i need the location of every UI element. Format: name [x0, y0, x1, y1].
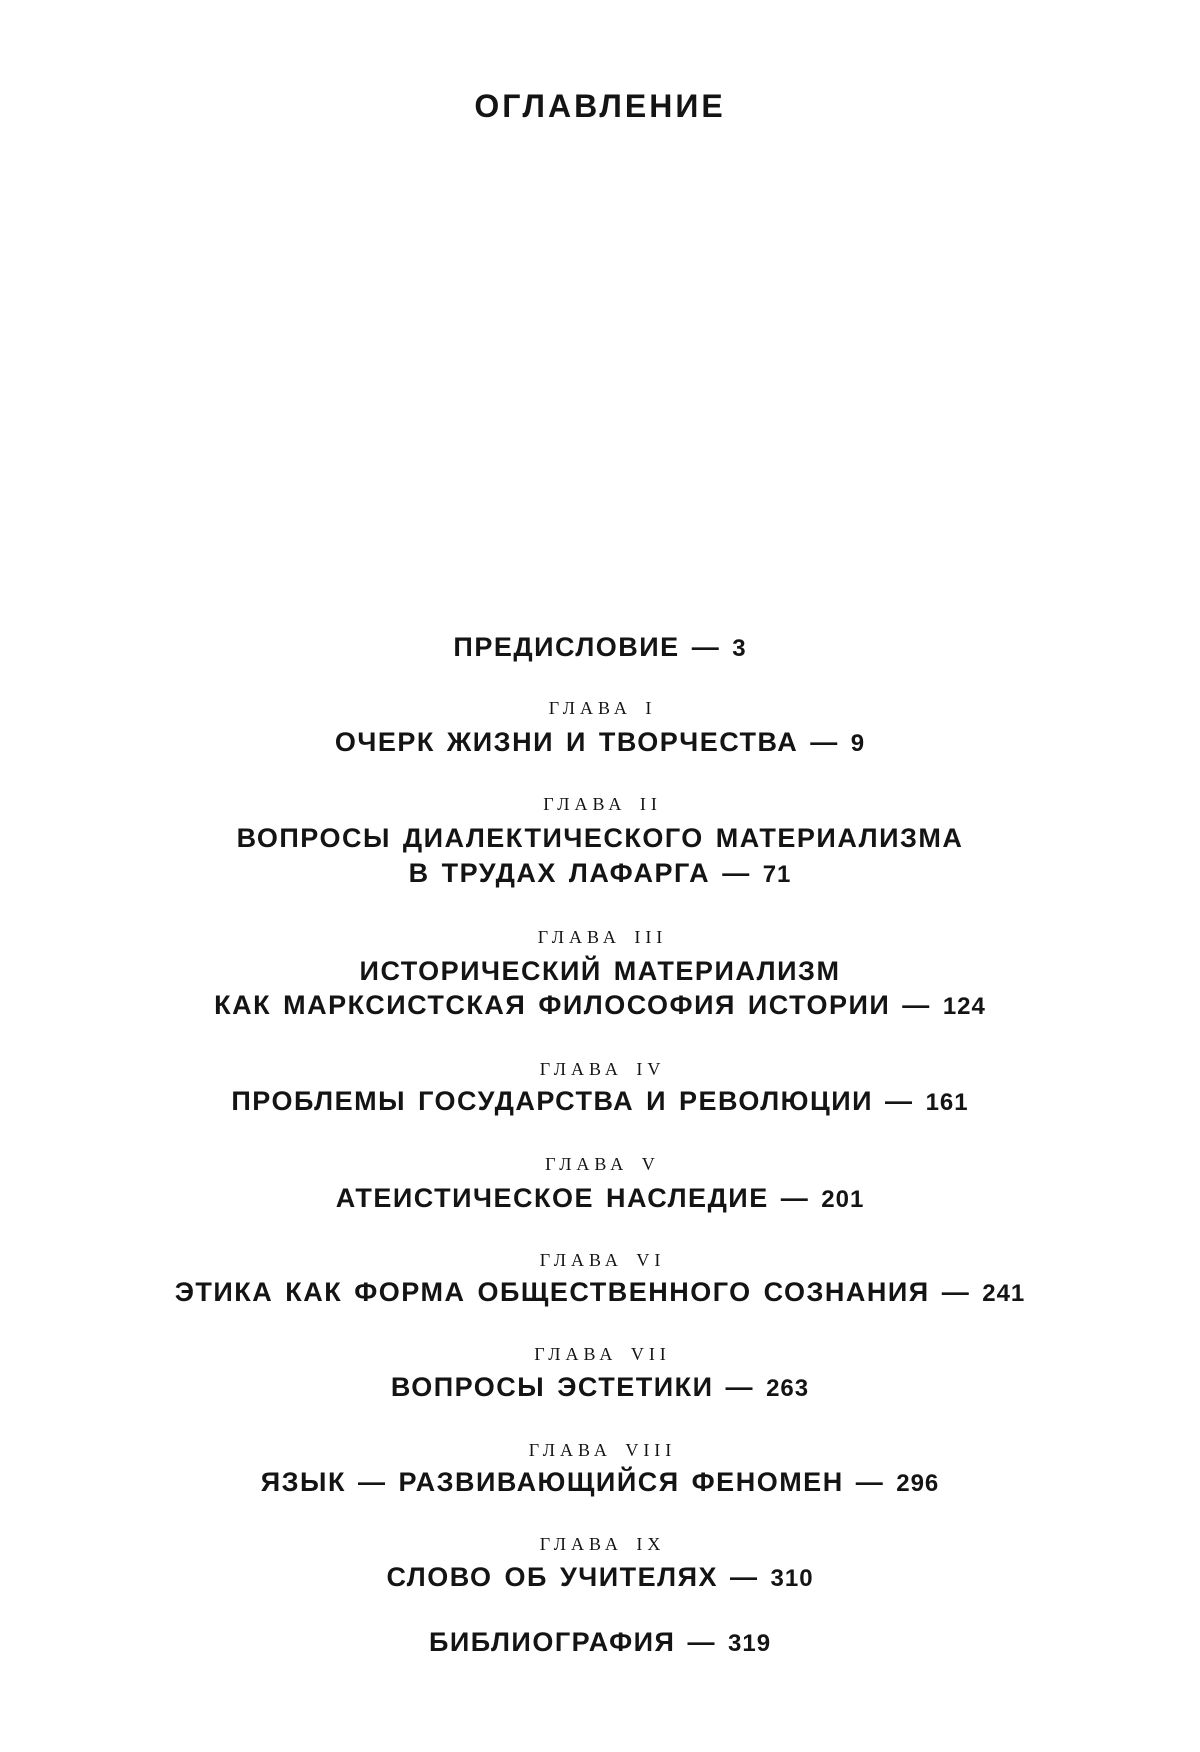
toc-line	[0, 631, 1200, 665]
separator-dash: —	[780, 1183, 810, 1213]
chapter-label: ГЛАВА VIII	[528, 1440, 677, 1460]
section-title: ПРЕДИСЛОВИЕ	[453, 632, 680, 662]
section-title: БИБЛИОГРАФИЯ	[428, 1627, 676, 1657]
chapter-label: ГЛАВА VI	[539, 1250, 666, 1270]
page-number: 310	[770, 1565, 814, 1592]
toc-line	[0, 1371, 1200, 1405]
toc-line	[0, 726, 1200, 760]
page-number: 161	[925, 1089, 969, 1116]
chapter-title: ЯЗЫК — РАЗВИВАЮЩИЙСЯ ФЕНОМЕН	[260, 1467, 844, 1497]
chapter-title: ОЧЕРК ЖИЗНИ И ТВОРЧЕСТВА	[334, 727, 799, 757]
chapter-title: ВОПРОСЫ ЭСТЕТИКИ	[390, 1372, 714, 1402]
separator-dash: —	[687, 1627, 716, 1657]
separator-dash: —	[725, 1372, 755, 1402]
page-number: 263	[766, 1375, 810, 1402]
separator-dash: —	[941, 1277, 971, 1307]
toc-line	[0, 1626, 1200, 1660]
chapter-label: ГЛАВА II	[543, 794, 662, 814]
chapter-title: АТЕИСТИЧЕСКОЕ НАСЛЕДИЕ	[335, 1183, 769, 1213]
page-number: 124	[942, 993, 986, 1020]
page-number: 3	[732, 635, 747, 662]
chapter-label: ГЛАВА V	[545, 1154, 660, 1174]
toc-line	[0, 822, 1200, 854]
page-title: ОГЛАВЛЕНИЕ	[474, 88, 726, 124]
separator-dash: —	[855, 1467, 885, 1497]
toc-line	[0, 955, 1200, 987]
separator-dash: —	[885, 1086, 914, 1116]
chapter-label: ГЛАВА IV	[539, 1059, 666, 1079]
separator-dash: —	[722, 858, 751, 888]
chapter-title: ИСТОРИЧЕСКИЙ МАТЕРИАЛИЗМ	[359, 956, 841, 986]
toc-line	[0, 1182, 1200, 1216]
toc-line	[0, 857, 1200, 891]
toc-line	[0, 1466, 1200, 1500]
chapter-label: ГЛАВА III	[537, 927, 668, 947]
chapter-title: ЭТИКА КАК ФОРМА ОБЩЕСТВЕННОГО СОЗНАНИЯ	[174, 1277, 930, 1307]
separator-dash: —	[902, 990, 931, 1020]
chapter-title: ПРОБЛЕМЫ ГОСУДАРСТВА И РЕВОЛЮЦИИ	[231, 1086, 874, 1116]
toc-line	[0, 1561, 1200, 1595]
page-number: 9	[850, 730, 866, 757]
separator-dash: —	[730, 1562, 759, 1592]
chapter-title: СЛОВО ОБ УЧИТЕЛЯХ	[386, 1562, 718, 1592]
toc-line	[0, 989, 1200, 1023]
chapter-title: КАК МАРКСИСТСКАЯ ФИЛОСОФИЯ ИСТОРИИ	[214, 990, 891, 1020]
page-number: 319	[728, 1630, 772, 1657]
separator-dash: —	[691, 632, 721, 662]
chapter-label: ГЛАВА I	[548, 698, 657, 718]
page-number: 241	[982, 1280, 1026, 1307]
chapter-label: ГЛАВА IX	[539, 1534, 666, 1554]
chapter-label: ГЛАВА VII	[534, 1344, 671, 1364]
toc-line	[0, 1276, 1200, 1310]
chapter-title: ВОПРОСЫ ДИАЛЕКТИЧЕСКОГО МАТЕРИАЛИЗМА	[236, 823, 964, 853]
separator-dash: —	[810, 727, 839, 757]
chapter-title: В ТРУДАХ ЛАФАРГА	[408, 858, 711, 888]
page-number: 296	[896, 1470, 940, 1497]
page-number: 201	[821, 1186, 865, 1213]
toc-line	[0, 1085, 1200, 1119]
page-number: 71	[762, 861, 792, 888]
